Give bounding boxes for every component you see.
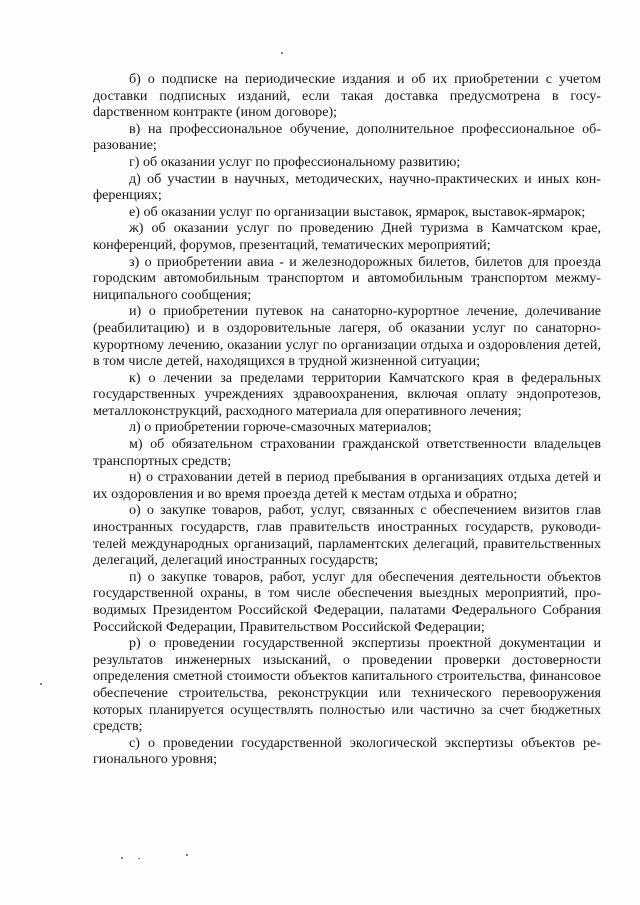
paragraph-r: р) о проведении государственной экспертизы проектной документации и результатов инженерных изысканий, о проведении проверки достоверности определения сметной стоимости объектов капитального строительства, финансовое обеспечение строительства, реконструкции или технического перевооружения которых планируется осуществлять полностью или частично за счет бюджетных средств; [93,635,601,735]
paragraph-m: м) об обязательном страховании гражданской ответственности владельцев транспортных средств; [93,436,601,469]
paragraph-k: к) о лечении за пределами территории Камчатского края в федеральных государственных учреждениях здравоохранения, включая оплату эндопротезов, металлоконструкций, расходного материала для оперативного лечения; [93,369,601,419]
scan-speck [186,854,188,856]
paragraph-b: б) о подписке на периодические издания и об их приобретении с учетом доставки подписных изданий, если такая доставка предусмотрена в госуdарственном контракте (ином договоре); [93,71,601,121]
paragraph-zh: ж) об оказании услуг по проведению Дней туризма в Камчатском крае, конференций, форумов, презентаций, тематических мероприятий; [93,220,601,253]
scan-speck [40,683,42,685]
paragraph-s: с) о проведении государственной экологической экспертизы объектов регионального уровня; [93,734,601,768]
scan-speck [121,857,123,859]
document-body [93,71,601,768]
paragraph-l: л) о приобретении горюче-смазочных материалов; [129,419,432,436]
paragraph-v: в) на профессиональное обучение, дополнительное профессиональное образование; [93,120,601,154]
paragraph-p: п) о закупке товаров, работ, услуг для обеспечения деятельности объектов государственной охраны, в том числе обеспечения выездных мероприятий, проводимых Президентом Российской Федерации, палатами Федерального Собрания Российской Федерации, Правительством Российской Федерации; [93,568,601,635]
scan-speck [138,858,140,859]
paragraph-d: д) об участии в научных, методических, научно-практических и иных конференциях; [93,170,601,204]
paragraph-e: е) об оказании услуг по организации выставок, ярмарок, выставок-ярмарок; [129,203,586,220]
paragraph-g: г) об оказании услуг по профессиональному развитию; [129,153,461,170]
paragraph-i: и) о приобретении путевок на санаторно-курортное лечение, долечивание (реабилитацию) и в оздоровительные лагеря, об оказании услуг по санаторно-курортному лечению, оказании услуг по организации отдыха и оздоровления детей, в том числе детей, находящихся в трудной жизненной ситуации; [93,303,601,370]
scan-speck [281,52,283,54]
paragraph-o: о) о закупке товаров, работ, услуг, связанных с обеспечением визитов глав иностранных государств, глав правительств иностранных государств, руководителей международных организаций, парламентских делегаций, правительственных делегаций, делегаций иностранных государств; [93,502,601,569]
paragraph-n: н) о страховании детей в период пребывания в организациях отдыха детей и их оздоровления и во время проезда детей к местам отдыха и обратно; [93,469,601,502]
paragraph-z: з) о приобретении авиа - и железнодорожных билетов, билетов для проезда городским автомобильным транспортом и автомобильным транспортом межмуниципального сообщения; [93,253,601,303]
